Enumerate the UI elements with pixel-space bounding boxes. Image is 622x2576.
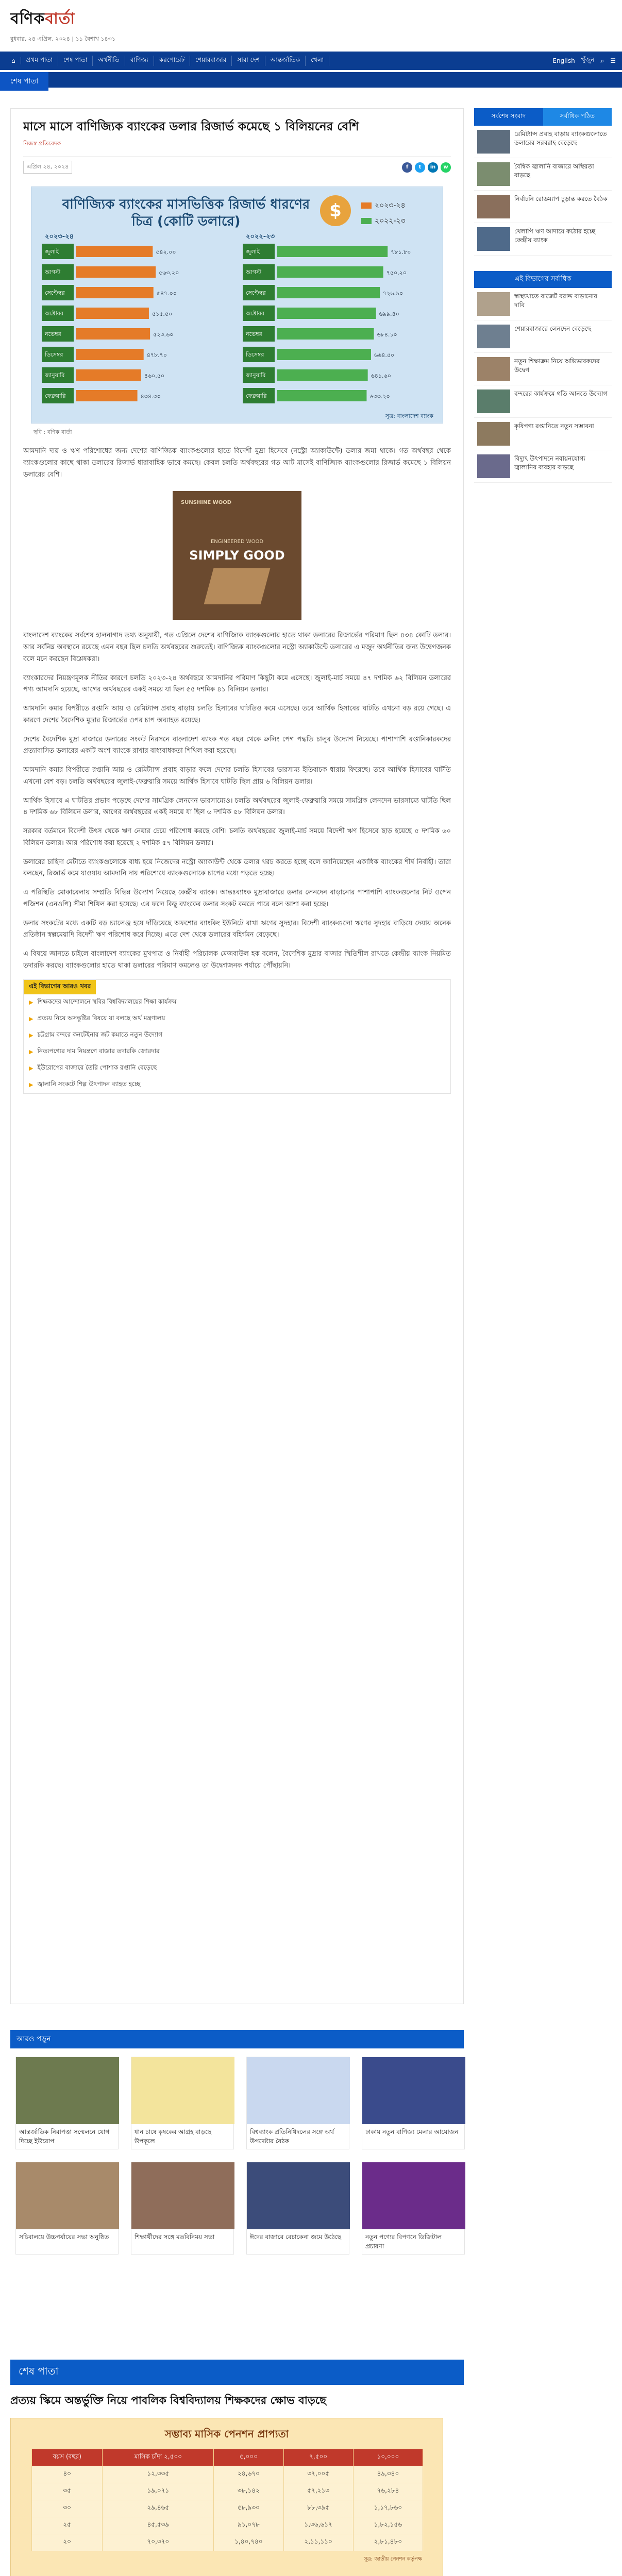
data-label: ৪৩৪.৩০ xyxy=(140,393,161,400)
category-label: জানুয়ারি xyxy=(246,372,266,379)
masthead xyxy=(0,0,622,52)
paragraph: দেশের বৈদেশিক মুদ্রা বাজারে ডলারের সংকট নিরসনে বাংলাদেশ ব্যাংক গত বছর থেকে ক্রলিং পেগ পদ্ধতি চালুর উদ্যোগ নিয়েছে। পাশাপাশি রপ্তানিকারকদের প্রত্যাবাসিত ডলারের একটি অংশ ব্যাংকে রাখার বাধ্যবাধকতা শিথিল করা হয়েছে। xyxy=(23,735,451,755)
news-card[interactable] xyxy=(362,2162,465,2255)
arrow-icon: ▶ xyxy=(29,1015,33,1023)
table-cell: ৭০,৩৭০ xyxy=(103,2534,214,2551)
paragraph: এ বিষয়ে জানতে চাইলে বাংলাদেশ ব্যাংকের মুখপাত্র ও নির্বাহী পরিচালক মেজবাউল হক বলেন, বৈদেশিক মুদ্রার বাজার স্থিতিশীল রাখতে কেন্দ্রীয় ব্যাংক নিয়মিত তদারকি করছে। ব্যাংকগুলোর হাতে থাকা ডলারের পরিমাণ কমলেও তা উদ্বেগজনক পর্যায়ে পৌঁছায়নি। xyxy=(23,950,451,970)
legend-label: ২০২৩-২৪ xyxy=(375,201,406,210)
news-card[interactable] xyxy=(131,2162,234,2255)
nav-item[interactable]: খেলা xyxy=(306,56,329,66)
table-cell: ৭৬,২৮৪ xyxy=(353,2483,423,2500)
table-cell: ১,১৭,৮৬০ xyxy=(353,2500,423,2517)
table-cell: ৯১,০৭৮ xyxy=(214,2517,283,2534)
article-headline: মাসে মাসে বাণিজ্যিক ব্যাংকের ডলার রিজার্ভ কমেছে ১ বিলিয়নের বেশি xyxy=(23,120,359,133)
data-label: ৫৪৭.০০ xyxy=(156,290,177,297)
bar xyxy=(76,308,149,319)
thumbnail xyxy=(477,389,510,413)
sidebar xyxy=(474,108,612,483)
main-nav xyxy=(0,52,622,70)
bar xyxy=(76,287,154,298)
legend-label: ২০২২-২৩ xyxy=(375,217,406,226)
related-title: ইউরোপের বাজারে তৈরি পোশাক রপ্তানি বেড়েছে xyxy=(37,1063,157,1071)
bar xyxy=(277,266,383,278)
table-cell: ২,১১,১১০ xyxy=(283,2534,353,2551)
news-card[interactable] xyxy=(246,2162,349,2255)
nav-item[interactable]: অর্থনীতি xyxy=(93,56,125,66)
card-title: শিক্ষার্থীদের সঙ্গে মতবিনিময় সভা xyxy=(135,2233,215,2241)
paragraph: আর্থিক হিসাবে এ ঘাটতির প্রভাব পড়েছে দেশের সামগ্রিক লেনদেন ভারসাম্যেও। চলতি অর্থবছরের জুলাই-ফেব্রুয়ারি সময়ে সামগ্রিক লেনদেন ভারসাম্যে ঘাটতি ছিল ৪ দশমিক ৬৮ বিলিয়ন ডলার, আগের অর্থবছরের একই সময়ে যা ছিল ৬ দশমিক ৫৮ বিলিয়ন ডলার। xyxy=(23,796,451,817)
table-cell: ৩৫ xyxy=(32,2483,103,2500)
news-card[interactable] xyxy=(246,2057,349,2149)
thumbnail xyxy=(477,325,510,348)
site-logo[interactable] xyxy=(10,6,612,32)
ad-headline: SIMPLY GOOD xyxy=(189,548,285,563)
table-cell: ৩০ xyxy=(32,2500,103,2517)
thumbnail xyxy=(477,130,510,154)
sidebar-news-title: বিদ্যুৎ উৎপাদনে নবায়নযোগ্য জ্বালানির ব্যবহার বাড়ছে xyxy=(514,455,585,471)
related-title: প্রত্যয় নিয়ে অসন্তুষ্টির বিষয়ে যা বলছে অর্থ মন্ত্রণালয় xyxy=(37,1014,165,1022)
card-title: ঈদের বাজারে বেচাকেনা জমে উঠেছে xyxy=(250,2233,341,2241)
category-label: সেপ্টেম্বর xyxy=(45,290,65,297)
panel-label: ২০২২-২৩ xyxy=(246,233,275,241)
table-cell: ৩৮,১৪২ xyxy=(214,2483,283,2500)
category-label: ফেব্রুয়ারি xyxy=(45,393,66,400)
bar xyxy=(76,369,141,381)
sidebar-news-item[interactable] xyxy=(474,126,612,158)
table-cell: ২৯,৪৬৫ xyxy=(103,2500,214,2517)
dollar-icon: $ xyxy=(320,195,351,226)
bar xyxy=(76,349,144,360)
bar xyxy=(76,328,150,340)
table-cell: ৮৮,৩৯৫ xyxy=(283,2500,353,2517)
table-row xyxy=(32,2500,423,2517)
card-title: ধান চাষে কৃষকের আগ্রহ বাড়ছে উপকূলে xyxy=(135,2128,211,2145)
data-label: ৫১৫.৫০ xyxy=(152,311,173,318)
search-icon[interactable]: ⌕ xyxy=(600,57,604,64)
data-label: ৭২৬.৯০ xyxy=(383,290,404,297)
sidebar-news-title: শেয়ারবাজারে লেনদেন বেড়েছে xyxy=(514,325,591,332)
thumbnail xyxy=(477,422,510,446)
paragraph: বাংলাদেশ ব্যাংকের সর্বশেষ হালনাগাদ তথ্য অনুযায়ী, গত এপ্রিলে দেশের বাণিজ্যিক ব্যাংকগুলোর হাতে থাকা ডলারের রিজার্ভের পরিমাণ ছিল ৪৩৪ কোটি ডলার। আর সর্বনিম্ন অবস্থানে রয়েছে এমন বছর ছিল চলতি অর্থবছরের শুরুতেই। বাণিজ্যিক ব্যাংকগুলোর নস্ট্রো অ্যাকাউন্টে ডলারের এ মজুদ অর্থনীতির জন্য উদ্বেগজনক বলে মনে করছেন বিশ্লেষকরা। xyxy=(23,632,451,663)
category-label: সেপ্টেম্বর xyxy=(246,290,266,297)
arrow-icon: ▶ xyxy=(29,1048,33,1056)
card-title: ঢাকায় নতুন বাণিজ্য মেলার আয়োজন xyxy=(365,2128,459,2136)
share-bar xyxy=(402,162,451,173)
ad-tag: ENGINEERED WOOD xyxy=(210,539,264,545)
table-row xyxy=(32,2466,423,2483)
sidebar-news-title: বন্দরের কার্যক্রমে গতি আনতে উদ্যোগ xyxy=(514,390,608,397)
related-item[interactable] xyxy=(24,1027,450,1044)
section-label[interactable]: শেষ পাতা xyxy=(0,72,48,91)
bar xyxy=(277,328,374,340)
category-label: জানুয়ারি xyxy=(45,372,65,379)
data-label: ৬৩৩.২০ xyxy=(369,393,390,400)
related-title: নিত্যপণ্যের দাম নিয়ন্ত্রণে বাজার তদারকি জোরদার xyxy=(37,1047,160,1055)
paragraph: ডলারের চাহিদা মেটাতে ব্যাংকগুলোকে বাধ্য হয়ে নিজেদের নস্ট্রো অ্যাকাউন্ট থেকে ডলার খরচ করতে হচ্ছে বলে জানিয়েছেন একাধিক ব্যাংকের শীর্ষ নির্বাহী। তারা বলছেন, রিজার্ভ কমে যাওয়ায় আমদানি দায় পরিশোধে ব্যাংকগুলোকে চাপের মধ্যে পড়তে হচ্ছে। xyxy=(23,858,451,878)
news-card[interactable] xyxy=(131,2057,234,2149)
card-title: বিশ্বব্যাংক প্রতিনিধিদলের সঙ্গে অর্থ উপদেষ্টার বৈঠক xyxy=(250,2128,334,2145)
data-label: ৭৮১.৮০ xyxy=(391,249,411,256)
article-author[interactable]: নিজস্ব প্রতিবেদক xyxy=(23,140,61,147)
table-cell: ৪৯,৩৪০ xyxy=(353,2466,423,2483)
sidebar-news-item[interactable] xyxy=(474,353,612,385)
data-label: ৬৮৪.১০ xyxy=(377,331,397,338)
advertisement[interactable] xyxy=(173,491,301,620)
ad-brand: SUNSHINE WOOD xyxy=(181,500,231,506)
bar xyxy=(277,390,366,401)
sidebar-news-item[interactable] xyxy=(474,418,612,450)
bar xyxy=(76,390,138,401)
arrow-icon: ▶ xyxy=(29,1032,33,1039)
nav-item[interactable]: শেষ পাতা xyxy=(58,56,93,66)
paragraph: আমদানি দায় ও ঋণ পরিশোধের জন্য দেশের বাণিজ্যিক ব্যাংকগুলোর হাতে বিদেশী মুদ্রা হিসেবে (নস্ট্রো অ্যাকাউন্টে) ডলার জমা থাকে। গত অর্থবছর থেকে ব্যাংকগুলোর কাছে থাকা ডলারের রিজার্ভ ধারাবাহিক ভাবে কমছে। কেবল চলতি অর্থবছরের গত আট মাসেই বাণিজ্যিক ব্যাংকগুলোর রিজার্ভ কমেছে ১ বিলিয়ন ডলারের বেশি। xyxy=(23,447,451,479)
card-title: আন্তর্জাতিক নিরাপত্তা সম্মেলনে যোগ দিচ্ছে ইউরোপ xyxy=(19,2128,110,2145)
logo-main: বণিক xyxy=(10,10,45,28)
sidebar-news-title: নির্বাচনি রোডম্যাপ চূড়ান্ত করতে বৈঠক xyxy=(514,195,608,202)
pension-source: সূত্র: জাতীয় পেনশন কর্তৃপক্ষ xyxy=(363,2556,422,2563)
table-cell: ৫৮,৯৩০ xyxy=(214,2500,283,2517)
image-caption: ছবি : বণিক বার্তা xyxy=(33,429,72,436)
category-label: নভেম্বর xyxy=(246,331,262,338)
sidebar-news-item[interactable] xyxy=(474,385,612,418)
thumbnail xyxy=(477,357,510,381)
bar xyxy=(277,246,388,257)
nav-item[interactable]: সারা দেশ xyxy=(232,56,265,66)
card-title: নতুন পণ্যের বিপণনে ডিজিটাল প্রচারণা xyxy=(365,2233,442,2250)
nav-item[interactable]: প্রথম পাতা xyxy=(21,56,58,66)
table-cell: ৪০ xyxy=(32,2466,103,2483)
table-cell: ২,৮১,৪৮০ xyxy=(353,2534,423,2551)
sidebar-news-item[interactable] xyxy=(474,223,612,256)
paragraph: সরকার বর্তমানে বিদেশী উৎস থেকে ঋণ নেয়ার চেয়ে পরিশোধ করছে বেশি। চলতি অর্থবছরের জুলাই-মার্চ সময়ে বিদেশী ঋণ হিসেবে ছাড় হয়েছে ৫ দশমিক ৬০ বিলিয়ন ডলার। আর পরিশোধ করা হয়েছে ২ দশমিক ৫৭ বিলিয়ন ডলার। xyxy=(23,827,451,847)
paragraph: এ পরিস্থিতি মোকাবেলায় সম্প্রতি বিভিন্ন উদ্যোগ নিয়েছে কেন্দ্রীয় ব্যাংক। আন্তঃব্যাংক মুদ্রাবাজারে ডলার লেনদেন বাড়ানোর পাশাপাশি ব্যাংকগুলোর নিট ওপেন পজিশন (এনওপি) সীমা শিথিল করা হয়েছে। এর ফলে কিছু ব্যাংকের ডলার সংকট কমতে পারে বলে আশা করা হচ্ছে। xyxy=(23,889,451,908)
table-cell: ১,৩৬,৬১৭ xyxy=(283,2517,353,2534)
card-title: সচিবালয়ে উচ্চপর্যায়ের সভা অনুষ্ঠিত xyxy=(19,2233,109,2241)
data-label: ৪৭৮.৭০ xyxy=(146,352,167,359)
sidebar-news-item[interactable] xyxy=(474,450,612,483)
sidebar-news-item[interactable] xyxy=(474,288,612,320)
card-image xyxy=(247,2162,350,2229)
sidebar-news-item[interactable] xyxy=(474,320,612,353)
news-card[interactable] xyxy=(362,2057,465,2149)
reserve-chart xyxy=(31,187,443,423)
sidebar-section-head: এই বিভাগের সর্বাধিক xyxy=(474,271,612,288)
related-item[interactable] xyxy=(24,1077,450,1093)
bar xyxy=(277,308,376,319)
table-header: ৭,৫০০ xyxy=(283,2449,353,2466)
related-item[interactable] xyxy=(24,994,450,1011)
date-line: বুধবার, ২৪ এপ্রিল, ২০২৪ | ১১ বৈশাখ ১৪৩১ xyxy=(10,36,115,42)
thumbnail xyxy=(477,227,510,251)
linkedin-icon[interactable]: in xyxy=(428,162,438,173)
pension-table xyxy=(31,2449,423,2551)
sidebar-news-item[interactable] xyxy=(474,158,612,191)
related-item[interactable] xyxy=(24,1060,450,1077)
data-label: ৪৬০.৫০ xyxy=(144,372,164,380)
category-label: ডিসেম্বর xyxy=(246,351,264,359)
table-cell: ১২,৩৩৫ xyxy=(103,2466,214,2483)
related-item[interactable] xyxy=(24,1011,450,1027)
sidebar-news-item[interactable] xyxy=(474,191,612,223)
chart-plot xyxy=(31,187,444,424)
category-label: অক্টোবর xyxy=(246,310,264,317)
card-image xyxy=(131,2057,234,2124)
table-row xyxy=(32,2483,423,2500)
news-card[interactable] xyxy=(15,2162,119,2255)
category-label: জুলাই xyxy=(246,248,260,256)
news-card[interactable] xyxy=(15,2057,119,2149)
card-image xyxy=(16,2057,119,2124)
chart-title: বাণিজ্যিক ব্যাংকের মাসভিত্তিক রিজার্ভ ধারণের চিত্র (কোটি ডলারে) xyxy=(62,197,310,229)
category-label: ডিসেম্বর xyxy=(45,351,63,359)
facebook-icon[interactable]: f xyxy=(402,162,412,173)
sidebar-news-title: নতুন শিক্ষাক্রম নিয়ে অভিভাবকদের উদ্বেগ xyxy=(514,358,600,374)
bar xyxy=(76,266,156,278)
category-label: ফেব্রুয়ারি xyxy=(246,393,267,400)
table-cell: ২৫ xyxy=(32,2517,103,2534)
table-header: ৫,০০০ xyxy=(214,2449,283,2466)
data-label: ৬৯৯.৪০ xyxy=(379,311,399,318)
category-label: আগস্ট xyxy=(246,269,262,276)
section-bar xyxy=(0,72,622,88)
second-section-bar[interactable]: শেষ পাতা xyxy=(10,2360,464,2385)
table-cell: ২৪,৬৭০ xyxy=(214,2466,283,2483)
arrow-icon: ▶ xyxy=(29,1081,33,1089)
second-article xyxy=(10,2360,464,2576)
data-label: ৫২৩.৬০ xyxy=(153,331,174,338)
bar xyxy=(76,246,153,257)
thumbnail xyxy=(477,454,510,478)
nav-item[interactable]: করপোরেট xyxy=(154,56,190,66)
category-label: নভেম্বর xyxy=(45,331,61,338)
data-label: ৫৬৩.২০ xyxy=(159,269,179,277)
article-date: এপ্রিল ২৪, ২০২৪ xyxy=(23,161,72,174)
table-header: বয়স (বছর) xyxy=(32,2449,103,2466)
thumbnail xyxy=(477,195,510,218)
category-label: আগস্ট xyxy=(45,269,61,276)
chart-source: সূত্র: বাংলাদেশ ব্যাংক xyxy=(385,413,433,420)
related-title: চট্টগ্রাম বন্দরে কনটেইনার জট কমাতে নতুন উদ্যোগ xyxy=(37,1030,162,1038)
card-image xyxy=(362,2057,465,2124)
table-cell: ১,৪০,৭৪০ xyxy=(214,2534,283,2551)
table-row xyxy=(32,2517,423,2534)
category-label: অক্টোবর xyxy=(45,310,63,317)
bar xyxy=(277,349,371,360)
card-image xyxy=(362,2162,465,2229)
article xyxy=(10,108,464,2004)
more-news-head: আরও পড়ুন xyxy=(10,2030,464,2048)
nav-item[interactable]: শেয়ারবাজার xyxy=(190,56,232,66)
related-title: শিক্ষকদের আন্দোলনে স্থবির বিশ্ববিদ্যালয়ের শিক্ষা কার্যক্রম xyxy=(37,997,177,1005)
more-news xyxy=(10,2030,464,2255)
related-head: এই বিভাগের আরও খবর xyxy=(24,980,96,994)
wood-plank-graphic xyxy=(204,568,271,604)
card-image xyxy=(247,2057,350,2124)
arrow-icon: ▶ xyxy=(29,999,33,1006)
table-row xyxy=(32,2534,423,2551)
second-headline: প্রত্যয় স্কিমে অন্তর্ভুক্তি নিয়ে পাবলিক বিশ্ববিদ্যালয় শিক্ষকদের ক্ষোভ বাড়ছে xyxy=(10,2394,327,2406)
home-icon[interactable]: ⌂ xyxy=(6,57,21,64)
sidebar-news-title: বৈশ্বিক জ্বালানি বাজারে অস্থিরতা বাড়ছে xyxy=(514,163,594,179)
table-cell: ১৯,০৭১ xyxy=(103,2483,214,2500)
related-news xyxy=(23,979,451,1094)
search-label[interactable]: খুঁজুন xyxy=(581,56,595,63)
tab-latest[interactable]: সর্বশেষ সংবাদ xyxy=(474,108,543,126)
data-label: ৬৬৪.৫০ xyxy=(374,352,395,359)
table-cell: ৪৫,৫৩৯ xyxy=(103,2517,214,2534)
pension-title: সম্ভাব্য মাসিক পেনশন প্রাপ্যতা xyxy=(164,2428,289,2441)
data-label: ৫৪২.০০ xyxy=(156,249,176,256)
table-cell: ৩৭,০০৫ xyxy=(283,2466,353,2483)
menu-icon[interactable]: ☰ xyxy=(610,57,616,64)
bar xyxy=(277,287,380,298)
whatsapp-icon[interactable]: w xyxy=(441,162,451,173)
paragraph: ব্যাংকারদের নিয়ন্ত্রণমূলক নীতির কারণে চলতি ২০২৩-২৪ অর্থবছরে আমদানির পরিমাণ কিছুটা কমে এসেছে। জুলাই-মার্চ সময়ে ৪৭ দশমিক ৬২ বিলিয়ন ডলারের পণ্য আমদানি হয়েছে, আগের অর্থবছরের একই সময়ে যা ছিল ৫৫ দশমিক ৪১ বিলিয়ন ডলার। xyxy=(23,674,451,694)
card-image xyxy=(131,2162,234,2229)
thumbnail xyxy=(477,162,510,186)
related-item[interactable] xyxy=(24,1044,450,1060)
pension-infographic xyxy=(10,2418,443,2576)
table-header: ১০,০০০ xyxy=(353,2449,423,2466)
nav-item[interactable]: বাণিজ্য xyxy=(125,56,154,66)
table-cell: ২০ xyxy=(32,2534,103,2551)
table-cell: ১,৮২,১৫৬ xyxy=(353,2517,423,2534)
twitter-icon[interactable]: t xyxy=(415,162,425,173)
thumbnail xyxy=(477,292,510,316)
category-label: জুলাই xyxy=(45,248,59,256)
table-header: মাসিক চাঁদা ২,৫০০ xyxy=(103,2449,214,2466)
paragraph: আমদানি কমার বিপরীতে রপ্তানি আয় ও রেমিট্যান্স প্রবাহ বাড়ার ফলে দেশের চলতি হিসাবের ভারসাম্য ইতিবাচক ধারায় ফিরেছে। তবে আর্থিক হিসাবের ঘাটতি এখনো বেশ বড়। চলতি অর্থবছরের জুলাই-ফেব্রুয়ারি সময়ে আর্থিক হিসাবে ঘাটতি ছিল প্রায় ৬ বিলিয়ন ডলার। xyxy=(23,766,451,786)
sidebar-news-title: স্বাস্থ্যখাতে বাজেট বরাদ্দ বাড়ানোর দাবি xyxy=(514,293,597,309)
related-title: জ্বালানি সংকটে শিল্প উৎপাদন ব্যাহত হচ্ছে xyxy=(37,1080,141,1088)
bar xyxy=(277,369,368,381)
data-label: ৬৪১.৬০ xyxy=(371,372,391,380)
sidebar-news-title: খেলাপি ঋণ আদায়ে কঠোর হচ্ছে কেন্দ্রীয় ব্যাংক xyxy=(514,228,596,244)
tab-popular[interactable]: সর্বাধিক পঠিত xyxy=(543,108,612,126)
paragraph: ডলার সংকটের মধ্যে একটি বড় চ্যালেঞ্জ হয়ে দাঁড়িয়েছে অফশোর ব্যাংকিং ইউনিটে রাখা ঋণের সুদহার। বিদেশী ব্যাংকগুলো ঋণের সুদহার বাড়িয়ে দেয়ায় অনেক প্রতিষ্ঠান স্বল্পমেয়াদি বিদেশী ঋণ পরিশোধ করে দিচ্ছে। এতে দেশ থেকে ডলারের বহির্গমন বেড়েছে। xyxy=(23,919,451,939)
article-body xyxy=(23,446,451,972)
english-link[interactable]: English xyxy=(552,57,575,64)
panel-label: ২০২৩-২৪ xyxy=(45,233,74,241)
paragraph: আমদানি কমার বিপরীতে রপ্তানি আয় ও রেমিট্যান্স প্রবাহ বাড়ায় চলতি হিসাবের ঘাটতিও কমে এসেছে। তবে আর্থিক হিসাবের ঘাটতি এখনো বড় রয়ে গেছে। এ কারণে দেশের বৈদেশিক মুদ্রার রিজার্ভের ওপর চাপ অব্যাহত রয়েছে। xyxy=(23,705,451,724)
arrow-icon: ▶ xyxy=(29,1065,33,1072)
sidebar-news-title: কৃষিপণ্য রপ্তানিতে নতুন সম্ভাবনা xyxy=(514,422,594,430)
card-image xyxy=(16,2162,119,2229)
sidebar-news-title: রেমিট্যান্স প্রবাহ বাড়ায় ব্যাংকগুলোতে ডলারের সরবরাহ বেড়েছে xyxy=(514,130,607,147)
logo-accent: বার্তা xyxy=(45,10,76,28)
nav-item[interactable]: আন্তর্জাতিক xyxy=(265,56,306,66)
table-cell: ৫৭,২১৩ xyxy=(283,2483,353,2500)
data-label: ৭৫০.২০ xyxy=(386,269,407,277)
